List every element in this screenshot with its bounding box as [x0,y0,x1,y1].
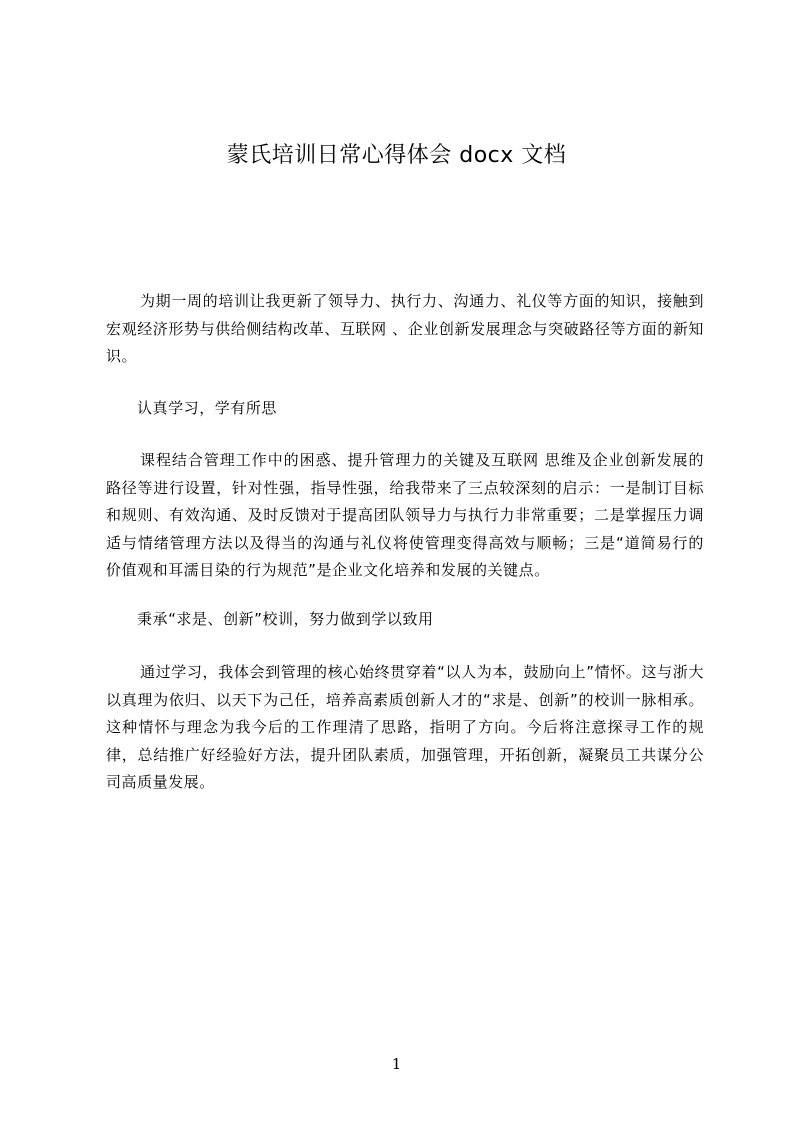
section-heading-study: 认真学习，学有所思 [137,399,277,417]
paragraph-reflection: 通过学习，我体会到管理的核心始终贯穿着“以人为本，鼓励向上”情怀。这与浙大以真理为依归、以天下为己任，培养高素质创新人才的“求是、创新”的校训一脉相承。这种情怀与理念为我今后的工作理清了思路，指明了方向。今后将注意探寻工作的规律，总结推广好经验好方法，提升团队素质，加强管理，开拓创新，凝聚员工共谋分公司高质量发展。 [106,663,704,791]
paragraph-intro: 为期一周的培训让我更新了领导力、执行力、沟通力、礼仪等方面的知识，接触到宏观经济形势与供给侧结构改革、互联网 、企业创新发展理念与突破路径等方面的新知识。 [106,292,704,365]
page-number: 1 [391,1055,402,1073]
section-heading-motto: 秉承“求是、创新”校训，努力做到学以致用 [137,610,434,628]
paragraph-course: 课程结合管理工作中的困惑、提升管理力的关键及互联网 思维及企业创新发展的路径等进行设置，针对性强，指导性强，给我带来了三点较深刻的启示：一是制订目标和规则、有效沟通、及时反馈对于提高团队领导力与执行力非常重要；二是掌握压力调适与情绪管理方法以及得当的沟通与礼仪将使管理变得高效与顺畅；三是“道简易行的价值观和耳濡目染的行为规范”是企业文化培养和发展的关键点。 [106,451,704,579]
page-title: 蒙氏培训日常心得体会 docx 文档 [226,143,567,168]
